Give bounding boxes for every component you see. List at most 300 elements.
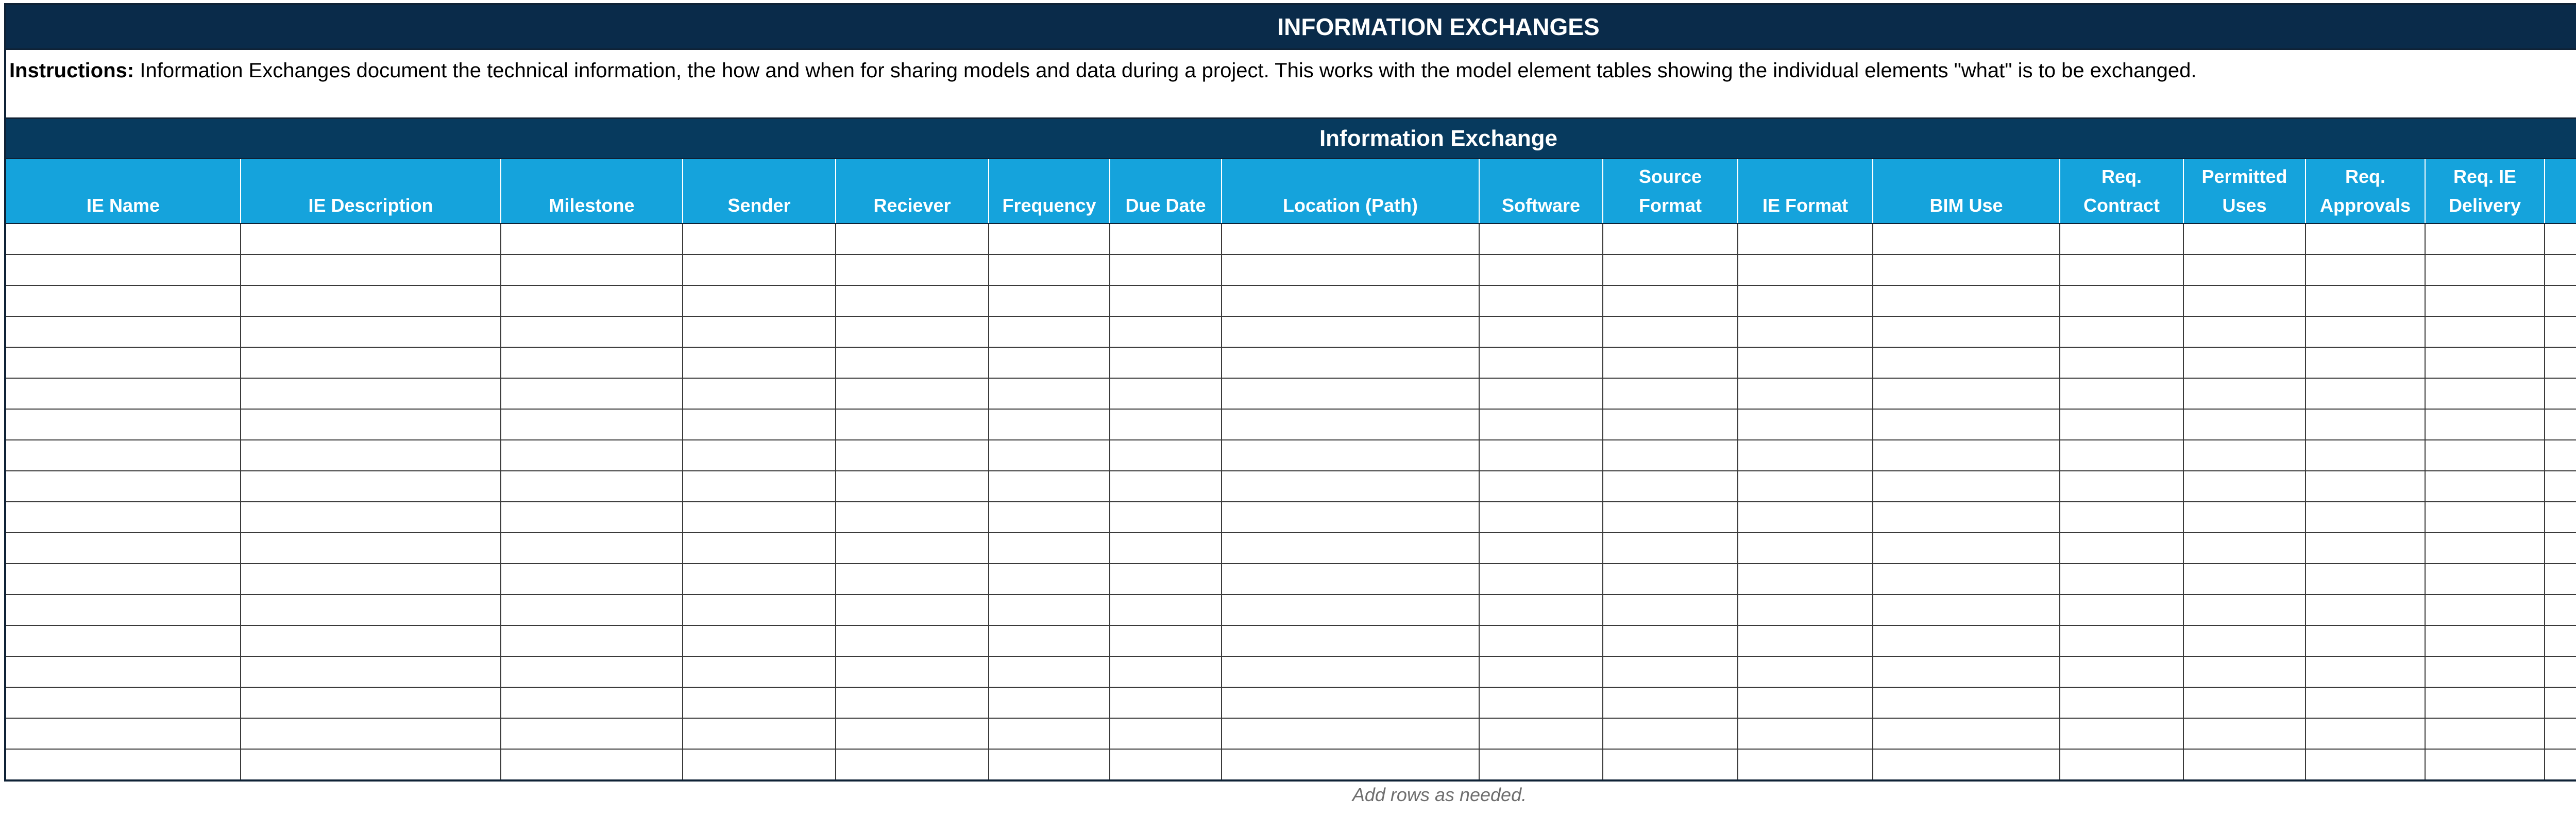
table-cell-software[interactable]: [1479, 595, 1603, 625]
table-cell-ie-description[interactable]: [241, 749, 501, 779]
table-cell-frequency[interactable]: [989, 656, 1110, 687]
table-cell-ie-name[interactable]: [6, 502, 241, 533]
table-cell-due-date[interactable]: [1110, 533, 1222, 564]
table-cell-source-format[interactable]: [1603, 595, 1738, 625]
table-cell-milestone[interactable]: [501, 285, 683, 316]
table-cell-frequency[interactable]: [989, 471, 1110, 502]
table-cell-ie-name[interactable]: [6, 316, 241, 347]
table-cell-req-contract[interactable]: [2060, 687, 2183, 718]
table-cell-ie-format[interactable]: [1738, 502, 1873, 533]
table-cell-frequency[interactable]: [989, 409, 1110, 440]
table-cell-source-format[interactable]: [1603, 285, 1738, 316]
table-cell-ie-definition[interactable]: [2545, 502, 2576, 533]
table-cell-ie-definition[interactable]: [2545, 595, 2576, 625]
table-cell-req-contract[interactable]: [2060, 595, 2183, 625]
table-cell-permitted-uses[interactable]: [2183, 595, 2306, 625]
table-cell-source-format[interactable]: [1603, 440, 1738, 471]
table-cell-due-date[interactable]: [1110, 471, 1222, 502]
table-cell-sender[interactable]: [683, 687, 836, 718]
table-cell-bim-use[interactable]: [1873, 471, 2060, 502]
table-cell-req-contract[interactable]: [2060, 471, 2183, 502]
table-cell-sender[interactable]: [683, 718, 836, 749]
table-cell-location-path[interactable]: [1222, 502, 1479, 533]
table-cell-frequency[interactable]: [989, 347, 1110, 378]
table-cell-due-date[interactable]: [1110, 749, 1222, 779]
table-cell-ie-name[interactable]: [6, 533, 241, 564]
table-cell-req-approvals[interactable]: [2306, 471, 2425, 502]
table-cell-software[interactable]: [1479, 285, 1603, 316]
table-cell-ie-definition[interactable]: [2545, 440, 2576, 471]
table-cell-software[interactable]: [1479, 471, 1603, 502]
table-cell-due-date[interactable]: [1110, 409, 1222, 440]
table-cell-ie-name[interactable]: [6, 378, 241, 409]
table-cell-source-format[interactable]: [1603, 656, 1738, 687]
table-cell-milestone[interactable]: [501, 625, 683, 656]
table-cell-reciever[interactable]: [836, 347, 989, 378]
table-cell-permitted-uses[interactable]: [2183, 409, 2306, 440]
table-cell-milestone[interactable]: [501, 409, 683, 440]
table-cell-req-contract[interactable]: [2060, 347, 2183, 378]
table-cell-permitted-uses[interactable]: [2183, 625, 2306, 656]
table-cell-ie-description[interactable]: [241, 254, 501, 285]
table-cell-req-contract[interactable]: [2060, 254, 2183, 285]
table-cell-location-path[interactable]: [1222, 471, 1479, 502]
table-cell-milestone[interactable]: [501, 533, 683, 564]
table-cell-source-format[interactable]: [1603, 564, 1738, 595]
table-cell-milestone[interactable]: [501, 502, 683, 533]
table-cell-req-ie-delivery[interactable]: [2425, 533, 2545, 564]
table-cell-sender[interactable]: [683, 378, 836, 409]
table-cell-software[interactable]: [1479, 533, 1603, 564]
table-cell-req-ie-delivery[interactable]: [2425, 440, 2545, 471]
table-cell-permitted-uses[interactable]: [2183, 285, 2306, 316]
table-cell-milestone[interactable]: [501, 718, 683, 749]
table-cell-frequency[interactable]: [989, 564, 1110, 595]
table-cell-ie-format[interactable]: [1738, 285, 1873, 316]
table-cell-sender[interactable]: [683, 595, 836, 625]
table-cell-reciever[interactable]: [836, 316, 989, 347]
table-cell-source-format[interactable]: [1603, 254, 1738, 285]
table-cell-bim-use[interactable]: [1873, 254, 2060, 285]
table-cell-frequency[interactable]: [989, 254, 1110, 285]
table-cell-milestone[interactable]: [501, 687, 683, 718]
table-cell-source-format[interactable]: [1603, 718, 1738, 749]
table-cell-reciever[interactable]: [836, 533, 989, 564]
table-cell-permitted-uses[interactable]: [2183, 440, 2306, 471]
table-cell-location-path[interactable]: [1222, 378, 1479, 409]
table-cell-due-date[interactable]: [1110, 595, 1222, 625]
table-cell-sender[interactable]: [683, 254, 836, 285]
table-cell-ie-name[interactable]: [6, 224, 241, 254]
table-cell-ie-name[interactable]: [6, 471, 241, 502]
table-cell-req-contract[interactable]: [2060, 316, 2183, 347]
table-cell-ie-definition[interactable]: [2545, 378, 2576, 409]
table-cell-permitted-uses[interactable]: [2183, 533, 2306, 564]
table-cell-frequency[interactable]: [989, 718, 1110, 749]
table-cell-location-path[interactable]: [1222, 316, 1479, 347]
table-cell-due-date[interactable]: [1110, 656, 1222, 687]
table-cell-req-contract[interactable]: [2060, 718, 2183, 749]
table-cell-ie-name[interactable]: [6, 564, 241, 595]
table-cell-frequency[interactable]: [989, 687, 1110, 718]
table-cell-frequency[interactable]: [989, 595, 1110, 625]
table-cell-ie-name[interactable]: [6, 687, 241, 718]
table-cell-ie-definition[interactable]: [2545, 254, 2576, 285]
table-cell-bim-use[interactable]: [1873, 625, 2060, 656]
table-cell-reciever[interactable]: [836, 656, 989, 687]
table-cell-location-path[interactable]: [1222, 533, 1479, 564]
table-cell-permitted-uses[interactable]: [2183, 471, 2306, 502]
table-cell-ie-name[interactable]: [6, 347, 241, 378]
table-cell-ie-definition[interactable]: [2545, 347, 2576, 378]
table-cell-due-date[interactable]: [1110, 316, 1222, 347]
table-cell-ie-format[interactable]: [1738, 254, 1873, 285]
table-cell-milestone[interactable]: [501, 378, 683, 409]
table-cell-ie-definition[interactable]: [2545, 687, 2576, 718]
table-cell-ie-format[interactable]: [1738, 378, 1873, 409]
table-cell-permitted-uses[interactable]: [2183, 254, 2306, 285]
table-cell-ie-name[interactable]: [6, 718, 241, 749]
table-cell-ie-name[interactable]: [6, 749, 241, 779]
table-cell-bim-use[interactable]: [1873, 687, 2060, 718]
table-cell-req-ie-delivery[interactable]: [2425, 347, 2545, 378]
table-cell-ie-format[interactable]: [1738, 471, 1873, 502]
table-cell-due-date[interactable]: [1110, 564, 1222, 595]
table-cell-source-format[interactable]: [1603, 625, 1738, 656]
table-cell-ie-description[interactable]: [241, 502, 501, 533]
table-cell-sender[interactable]: [683, 224, 836, 254]
table-cell-ie-description[interactable]: [241, 440, 501, 471]
table-cell-source-format[interactable]: [1603, 687, 1738, 718]
table-cell-software[interactable]: [1479, 409, 1603, 440]
table-cell-sender[interactable]: [683, 471, 836, 502]
table-cell-req-contract[interactable]: [2060, 625, 2183, 656]
table-cell-frequency[interactable]: [989, 502, 1110, 533]
table-cell-ie-description[interactable]: [241, 409, 501, 440]
table-cell-req-approvals[interactable]: [2306, 595, 2425, 625]
table-cell-source-format[interactable]: [1603, 316, 1738, 347]
table-cell-req-contract[interactable]: [2060, 564, 2183, 595]
table-cell-ie-description[interactable]: [241, 595, 501, 625]
table-cell-frequency[interactable]: [989, 285, 1110, 316]
table-cell-permitted-uses[interactable]: [2183, 502, 2306, 533]
table-cell-req-ie-delivery[interactable]: [2425, 316, 2545, 347]
table-cell-ie-description[interactable]: [241, 285, 501, 316]
table-cell-reciever[interactable]: [836, 254, 989, 285]
table-cell-location-path[interactable]: [1222, 285, 1479, 316]
table-cell-location-path[interactable]: [1222, 718, 1479, 749]
table-cell-due-date[interactable]: [1110, 285, 1222, 316]
table-cell-req-ie-delivery[interactable]: [2425, 502, 2545, 533]
table-cell-req-ie-delivery[interactable]: [2425, 749, 2545, 779]
table-cell-source-format[interactable]: [1603, 409, 1738, 440]
table-cell-req-ie-delivery[interactable]: [2425, 378, 2545, 409]
table-cell-ie-format[interactable]: [1738, 687, 1873, 718]
table-cell-req-ie-delivery[interactable]: [2425, 409, 2545, 440]
table-cell-reciever[interactable]: [836, 564, 989, 595]
table-cell-milestone[interactable]: [501, 254, 683, 285]
table-cell-ie-description[interactable]: [241, 718, 501, 749]
table-cell-sender[interactable]: [683, 347, 836, 378]
table-cell-req-approvals[interactable]: [2306, 347, 2425, 378]
table-cell-permitted-uses[interactable]: [2183, 749, 2306, 779]
table-cell-source-format[interactable]: [1603, 224, 1738, 254]
table-cell-ie-definition[interactable]: [2545, 224, 2576, 254]
table-cell-milestone[interactable]: [501, 440, 683, 471]
table-cell-milestone[interactable]: [501, 749, 683, 779]
table-cell-frequency[interactable]: [989, 440, 1110, 471]
table-cell-software[interactable]: [1479, 656, 1603, 687]
table-cell-req-ie-delivery[interactable]: [2425, 254, 2545, 285]
table-cell-source-format[interactable]: [1603, 749, 1738, 779]
table-cell-ie-format[interactable]: [1738, 224, 1873, 254]
table-cell-req-approvals[interactable]: [2306, 378, 2425, 409]
table-cell-req-approvals[interactable]: [2306, 625, 2425, 656]
table-cell-ie-name[interactable]: [6, 285, 241, 316]
table-cell-ie-format[interactable]: [1738, 347, 1873, 378]
table-cell-reciever[interactable]: [836, 285, 989, 316]
table-cell-ie-description[interactable]: [241, 625, 501, 656]
table-cell-ie-description[interactable]: [241, 564, 501, 595]
table-cell-req-ie-delivery[interactable]: [2425, 285, 2545, 316]
table-cell-bim-use[interactable]: [1873, 502, 2060, 533]
table-cell-software[interactable]: [1479, 564, 1603, 595]
table-cell-ie-name[interactable]: [6, 656, 241, 687]
table-cell-ie-format[interactable]: [1738, 409, 1873, 440]
table-cell-ie-description[interactable]: [241, 656, 501, 687]
table-cell-req-approvals[interactable]: [2306, 285, 2425, 316]
table-cell-due-date[interactable]: [1110, 378, 1222, 409]
table-cell-sender[interactable]: [683, 533, 836, 564]
table-cell-reciever[interactable]: [836, 749, 989, 779]
table-cell-milestone[interactable]: [501, 656, 683, 687]
table-cell-req-approvals[interactable]: [2306, 440, 2425, 471]
table-cell-source-format[interactable]: [1603, 471, 1738, 502]
table-cell-reciever[interactable]: [836, 687, 989, 718]
table-cell-ie-definition[interactable]: [2545, 316, 2576, 347]
table-cell-bim-use[interactable]: [1873, 533, 2060, 564]
table-cell-req-ie-delivery[interactable]: [2425, 224, 2545, 254]
table-cell-reciever[interactable]: [836, 718, 989, 749]
table-cell-ie-definition[interactable]: [2545, 718, 2576, 749]
table-cell-ie-format[interactable]: [1738, 316, 1873, 347]
table-cell-sender[interactable]: [683, 502, 836, 533]
table-cell-permitted-uses[interactable]: [2183, 656, 2306, 687]
table-cell-ie-definition[interactable]: [2545, 749, 2576, 779]
table-cell-permitted-uses[interactable]: [2183, 316, 2306, 347]
table-cell-software[interactable]: [1479, 440, 1603, 471]
table-cell-bim-use[interactable]: [1873, 564, 2060, 595]
table-cell-due-date[interactable]: [1110, 502, 1222, 533]
table-cell-source-format[interactable]: [1603, 502, 1738, 533]
table-cell-location-path[interactable]: [1222, 595, 1479, 625]
table-cell-location-path[interactable]: [1222, 564, 1479, 595]
table-cell-source-format[interactable]: [1603, 378, 1738, 409]
table-cell-ie-definition[interactable]: [2545, 625, 2576, 656]
table-cell-permitted-uses[interactable]: [2183, 224, 2306, 254]
table-cell-location-path[interactable]: [1222, 687, 1479, 718]
table-cell-ie-name[interactable]: [6, 440, 241, 471]
table-cell-req-approvals[interactable]: [2306, 564, 2425, 595]
table-cell-req-approvals[interactable]: [2306, 409, 2425, 440]
table-cell-sender[interactable]: [683, 285, 836, 316]
table-cell-ie-format[interactable]: [1738, 533, 1873, 564]
table-cell-req-approvals[interactable]: [2306, 749, 2425, 779]
table-cell-milestone[interactable]: [501, 347, 683, 378]
table-cell-req-contract[interactable]: [2060, 378, 2183, 409]
table-cell-bim-use[interactable]: [1873, 378, 2060, 409]
table-cell-bim-use[interactable]: [1873, 409, 2060, 440]
table-cell-due-date[interactable]: [1110, 718, 1222, 749]
table-cell-req-contract[interactable]: [2060, 409, 2183, 440]
table-cell-req-ie-delivery[interactable]: [2425, 564, 2545, 595]
table-cell-software[interactable]: [1479, 378, 1603, 409]
table-cell-req-approvals[interactable]: [2306, 687, 2425, 718]
table-cell-frequency[interactable]: [989, 224, 1110, 254]
table-cell-sender[interactable]: [683, 316, 836, 347]
table-cell-sender[interactable]: [683, 440, 836, 471]
table-cell-due-date[interactable]: [1110, 440, 1222, 471]
table-cell-ie-format[interactable]: [1738, 595, 1873, 625]
table-cell-ie-definition[interactable]: [2545, 533, 2576, 564]
table-cell-ie-name[interactable]: [6, 595, 241, 625]
table-cell-permitted-uses[interactable]: [2183, 347, 2306, 378]
table-cell-sender[interactable]: [683, 749, 836, 779]
table-cell-due-date[interactable]: [1110, 687, 1222, 718]
table-cell-frequency[interactable]: [989, 378, 1110, 409]
table-cell-req-approvals[interactable]: [2306, 656, 2425, 687]
table-cell-bim-use[interactable]: [1873, 316, 2060, 347]
table-cell-ie-description[interactable]: [241, 316, 501, 347]
table-cell-frequency[interactable]: [989, 749, 1110, 779]
table-cell-reciever[interactable]: [836, 625, 989, 656]
table-cell-req-approvals[interactable]: [2306, 502, 2425, 533]
table-cell-sender[interactable]: [683, 564, 836, 595]
table-cell-location-path[interactable]: [1222, 224, 1479, 254]
table-cell-req-approvals[interactable]: [2306, 533, 2425, 564]
table-cell-permitted-uses[interactable]: [2183, 564, 2306, 595]
table-cell-ie-format[interactable]: [1738, 564, 1873, 595]
table-cell-ie-format[interactable]: [1738, 440, 1873, 471]
table-cell-req-contract[interactable]: [2060, 440, 2183, 471]
table-cell-bim-use[interactable]: [1873, 718, 2060, 749]
table-cell-milestone[interactable]: [501, 471, 683, 502]
table-cell-req-ie-delivery[interactable]: [2425, 687, 2545, 718]
table-cell-due-date[interactable]: [1110, 625, 1222, 656]
table-cell-req-ie-delivery[interactable]: [2425, 595, 2545, 625]
table-cell-ie-description[interactable]: [241, 224, 501, 254]
table-cell-req-contract[interactable]: [2060, 502, 2183, 533]
table-cell-due-date[interactable]: [1110, 224, 1222, 254]
table-cell-ie-description[interactable]: [241, 378, 501, 409]
table-cell-req-approvals[interactable]: [2306, 254, 2425, 285]
table-cell-bim-use[interactable]: [1873, 595, 2060, 625]
table-cell-reciever[interactable]: [836, 502, 989, 533]
table-cell-req-ie-delivery[interactable]: [2425, 656, 2545, 687]
table-cell-ie-description[interactable]: [241, 347, 501, 378]
table-cell-bim-use[interactable]: [1873, 224, 2060, 254]
table-cell-ie-format[interactable]: [1738, 656, 1873, 687]
table-cell-req-ie-delivery[interactable]: [2425, 718, 2545, 749]
table-cell-ie-description[interactable]: [241, 533, 501, 564]
table-cell-location-path[interactable]: [1222, 749, 1479, 779]
table-cell-req-approvals[interactable]: [2306, 316, 2425, 347]
table-cell-location-path[interactable]: [1222, 625, 1479, 656]
table-cell-software[interactable]: [1479, 254, 1603, 285]
table-cell-req-approvals[interactable]: [2306, 224, 2425, 254]
table-cell-milestone[interactable]: [501, 595, 683, 625]
table-cell-frequency[interactable]: [989, 316, 1110, 347]
table-cell-ie-definition[interactable]: [2545, 471, 2576, 502]
table-cell-software[interactable]: [1479, 347, 1603, 378]
table-cell-bim-use[interactable]: [1873, 749, 2060, 779]
table-cell-due-date[interactable]: [1110, 347, 1222, 378]
table-cell-software[interactable]: [1479, 687, 1603, 718]
table-cell-due-date[interactable]: [1110, 254, 1222, 285]
table-cell-ie-description[interactable]: [241, 471, 501, 502]
table-cell-ie-format[interactable]: [1738, 718, 1873, 749]
table-cell-software[interactable]: [1479, 502, 1603, 533]
table-cell-frequency[interactable]: [989, 625, 1110, 656]
table-cell-ie-name[interactable]: [6, 254, 241, 285]
table-cell-req-contract[interactable]: [2060, 533, 2183, 564]
table-cell-reciever[interactable]: [836, 224, 989, 254]
table-cell-location-path[interactable]: [1222, 440, 1479, 471]
table-cell-milestone[interactable]: [501, 564, 683, 595]
table-cell-ie-definition[interactable]: [2545, 564, 2576, 595]
table-cell-source-format[interactable]: [1603, 347, 1738, 378]
table-cell-req-contract[interactable]: [2060, 656, 2183, 687]
table-cell-ie-definition[interactable]: [2545, 409, 2576, 440]
table-cell-software[interactable]: [1479, 625, 1603, 656]
table-cell-req-ie-delivery[interactable]: [2425, 625, 2545, 656]
table-cell-permitted-uses[interactable]: [2183, 718, 2306, 749]
table-cell-sender[interactable]: [683, 625, 836, 656]
table-cell-bim-use[interactable]: [1873, 440, 2060, 471]
table-cell-software[interactable]: [1479, 316, 1603, 347]
table-cell-ie-definition[interactable]: [2545, 285, 2576, 316]
table-cell-source-format[interactable]: [1603, 533, 1738, 564]
table-cell-milestone[interactable]: [501, 224, 683, 254]
table-cell-location-path[interactable]: [1222, 409, 1479, 440]
table-cell-bim-use[interactable]: [1873, 347, 2060, 378]
table-cell-permitted-uses[interactable]: [2183, 378, 2306, 409]
table-cell-bim-use[interactable]: [1873, 656, 2060, 687]
table-cell-req-contract[interactable]: [2060, 749, 2183, 779]
table-cell-permitted-uses[interactable]: [2183, 687, 2306, 718]
table-cell-location-path[interactable]: [1222, 347, 1479, 378]
table-cell-ie-description[interactable]: [241, 687, 501, 718]
table-cell-software[interactable]: [1479, 718, 1603, 749]
table-cell-sender[interactable]: [683, 656, 836, 687]
table-cell-location-path[interactable]: [1222, 254, 1479, 285]
table-cell-software[interactable]: [1479, 224, 1603, 254]
table-cell-req-contract[interactable]: [2060, 285, 2183, 316]
table-cell-ie-format[interactable]: [1738, 625, 1873, 656]
table-cell-software[interactable]: [1479, 749, 1603, 779]
table-cell-reciever[interactable]: [836, 378, 989, 409]
table-cell-ie-name[interactable]: [6, 409, 241, 440]
table-cell-ie-name[interactable]: [6, 625, 241, 656]
table-cell-req-approvals[interactable]: [2306, 718, 2425, 749]
table-cell-frequency[interactable]: [989, 533, 1110, 564]
table-cell-req-contract[interactable]: [2060, 224, 2183, 254]
table-cell-bim-use[interactable]: [1873, 285, 2060, 316]
table-cell-req-ie-delivery[interactable]: [2425, 471, 2545, 502]
table-cell-reciever[interactable]: [836, 595, 989, 625]
table-cell-reciever[interactable]: [836, 440, 989, 471]
table-cell-ie-definition[interactable]: [2545, 656, 2576, 687]
